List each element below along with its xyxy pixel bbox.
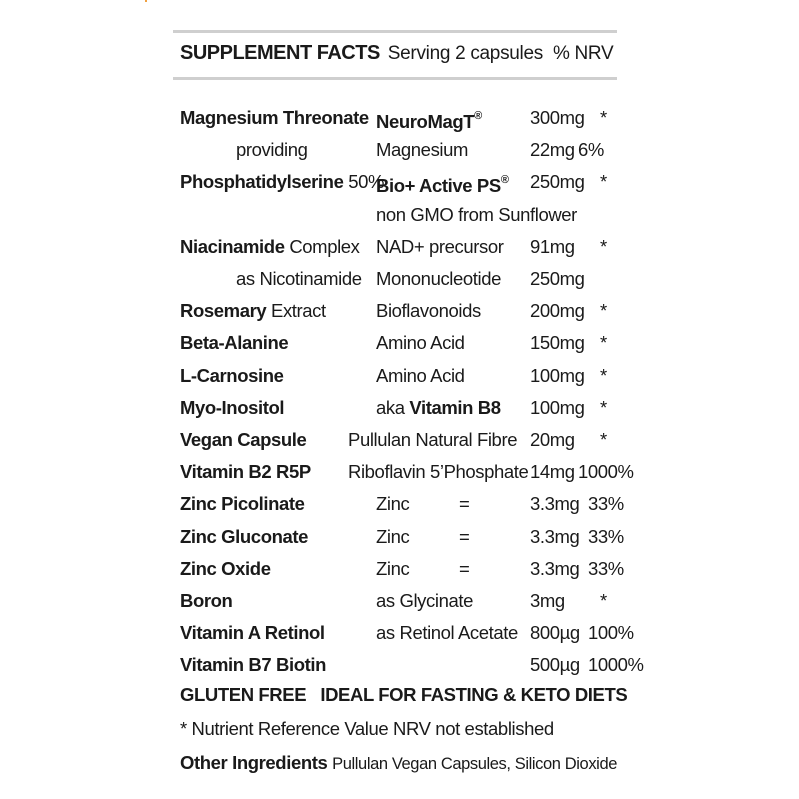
table-row [0,232,799,262]
ingredient-name [180,522,308,552]
source-text: Zinc [376,525,410,547]
source-text: as Glycinate [376,590,473,611]
ingredient-nrv: 1000% [578,461,634,483]
source-text: Bioflavonoids [376,300,481,322]
ingredient-name [180,361,284,391]
ingredient-name-detail: providing [236,139,308,161]
table-row [0,489,799,519]
ingredient-source [376,393,501,423]
footnote-text: * Nutrient Reference Value NRV not established [180,718,554,739]
ingredient-nrv: * [600,332,607,354]
ingredient-name [180,296,326,326]
ingredient-amount: 250mg [530,268,585,289]
ingredient-name [180,167,384,197]
ingredient-amount: 200mg [530,300,585,322]
ingredient-nrv: 6% [578,139,604,161]
ingredient-name-detail: Complex [284,235,360,257]
source-text: as Retinol Acetate [376,622,518,644]
top-rule [173,30,617,33]
source-text: Zinc [376,557,410,579]
ingredient-name-bold: L-Carnosine [180,364,284,386]
ingredient-amount: 3mg [530,590,565,611]
ingredient-amount: 100mg [530,364,585,386]
table-row [0,425,799,455]
ingredient-name-bold: Vitamin B2 R5P [180,461,311,483]
ingredient-nrv: * [600,235,607,257]
ingredient-name-bold: Boron [180,590,233,611]
claims-text: GLUTEN FREE IDEAL FOR FASTING & KETO DIETS [180,684,628,705]
serving-size: Serving 2 capsules [387,43,543,64]
ingredient-name [180,328,288,358]
table-row [0,264,799,294]
ingredient-name-bold: Vegan Capsule [180,429,307,450]
facts-title: SUPPLEMENT FACTS [180,42,380,64]
ingredient-amount: 20mg [530,429,575,450]
ingredient-source [376,554,409,584]
ingredient-amount: 500µg [530,654,580,676]
ingredient-name [180,586,232,616]
ingredient-source [376,135,468,165]
source-prefix: aka [376,396,410,418]
table-row [0,296,799,326]
source-text: Pullulan Natural Fibre [348,429,518,450]
ingredient-source [348,457,528,487]
ingredient-nrv: * [600,171,607,193]
ingredient-nrv: 33% [588,493,624,515]
ingredient-amount: 100mg [530,396,585,418]
claims-line [180,684,627,706]
ingredient-amount: 91mg [530,235,575,257]
source-text: Amino Acid [376,332,465,354]
ingredient-name-bold: Beta-Alanine [180,332,289,354]
ingredient-nrv: 33% [588,525,624,547]
ingredient-amount: 250mg [530,171,585,193]
ingredient-nrv: * [600,429,607,450]
ingredient-source [376,522,409,552]
ingredient-source [376,489,409,519]
source-brand: Vitamin B8 [409,396,501,418]
table-row [0,167,799,197]
facts-header [180,42,613,72]
ingredient-name [180,425,306,455]
table-row [0,522,799,552]
ingredient-nrv: * [600,107,607,128]
equals-sign: = [459,525,470,547]
table-row [0,135,799,165]
ingredient-name [180,457,311,487]
ingredient-name-bold: Myo-Inositol [180,396,285,418]
ingredient-name-detail: as Nicotinamide [236,268,362,289]
ingredient-name [180,103,369,133]
ingredient-name [180,554,271,584]
ingredient-amount: 3.3mg [530,557,580,579]
table-row [0,200,799,230]
ingredient-name [180,650,326,680]
ingredient-amount: 150mg [530,332,585,354]
table-row [0,328,799,358]
source-text: Mononucleotide [376,268,502,289]
ingredient-name-bold: Niacinamide [180,235,285,257]
ingredient-source [376,361,465,391]
ingredient-nrv: * [600,396,607,418]
source-text: Zinc [376,493,410,515]
source-text: Riboflavin 5’Phosphate [348,461,529,483]
ingredient-name [180,618,325,648]
ingredient-amount: 3.3mg [530,525,580,547]
ingredient-source [348,425,517,455]
ingredient-nrv: * [600,300,607,322]
ingredient-name-bold: Magnesium Threonate [180,107,369,128]
ingredient-name [236,135,307,165]
ingredient-source [376,167,509,201]
source-text: NAD+ precursor [376,235,504,257]
ingredient-nrv: 33% [588,557,624,579]
other-ingredients-text: Pullulan Vegan Capsules, Silicon Dioxide [332,755,617,773]
ingredient-amount: 14mg [530,461,575,483]
table-row [0,393,799,423]
ingredient-name [180,393,284,423]
ingredient-source [376,586,473,616]
footnote-line [180,718,554,740]
ingredient-amount: 800µg [530,622,580,644]
ingredient-name-bold: Vitamin A Retinol [180,622,325,644]
header-rule [173,77,617,80]
source-brand: Bio+ Active PS [376,175,501,197]
ingredient-name [180,232,360,262]
table-row [0,586,799,616]
table-row [0,103,799,133]
table-row [0,457,799,487]
registered-mark: ® [474,110,482,122]
table-row [0,650,799,680]
nrv-header: % NRV [552,43,614,64]
ingredient-source [376,328,465,358]
ingredient-source [376,264,501,294]
ingredient-source [376,200,577,230]
ingredient-name-bold: Zinc Oxide [180,557,271,579]
ingredient-name-bold: Rosemary [180,300,267,322]
table-row [0,554,799,584]
ingredient-name-bold: Zinc Picolinate [180,493,305,515]
equals-sign: = [459,493,470,515]
ingredient-nrv: 100% [588,622,634,644]
ingredient-name-bold: Vitamin B7 Biotin [180,654,327,676]
ingredient-nrv: 1000% [588,654,644,676]
source-text: Amino Acid [376,364,465,386]
ingredient-source [376,232,504,262]
ingredient-source [376,296,481,326]
ingredient-amount: 3.3mg [530,493,580,515]
source-brand: NeuroMagT [376,111,475,133]
other-ingredients-label: Other Ingredients [180,752,328,773]
registered-mark: ® [500,174,509,187]
ingredient-source [376,103,482,137]
ingredient-amount: 22mg [530,139,575,161]
source-text: non GMO from Sunflower [376,203,577,225]
ingredient-amount: 300mg [530,107,585,128]
ingredient-name [236,264,362,294]
ingredient-nrv: * [600,364,607,386]
equals-sign: = [459,557,470,579]
table-row [0,618,799,648]
other-ingredients-line [180,752,617,774]
ingredient-name-detail: Extract [266,300,326,322]
ingredient-nrv: * [600,590,607,611]
ingredient-source [376,618,518,648]
ingredient-name-detail: 50% [343,171,385,193]
source-text: Magnesium [376,139,469,161]
ingredient-name-bold: Zinc Gluconate [180,525,309,547]
ingredient-name-bold: Phosphatidylserine [180,171,344,193]
table-row [0,361,799,391]
ingredient-name [180,489,305,519]
stray-mark [145,0,147,2]
